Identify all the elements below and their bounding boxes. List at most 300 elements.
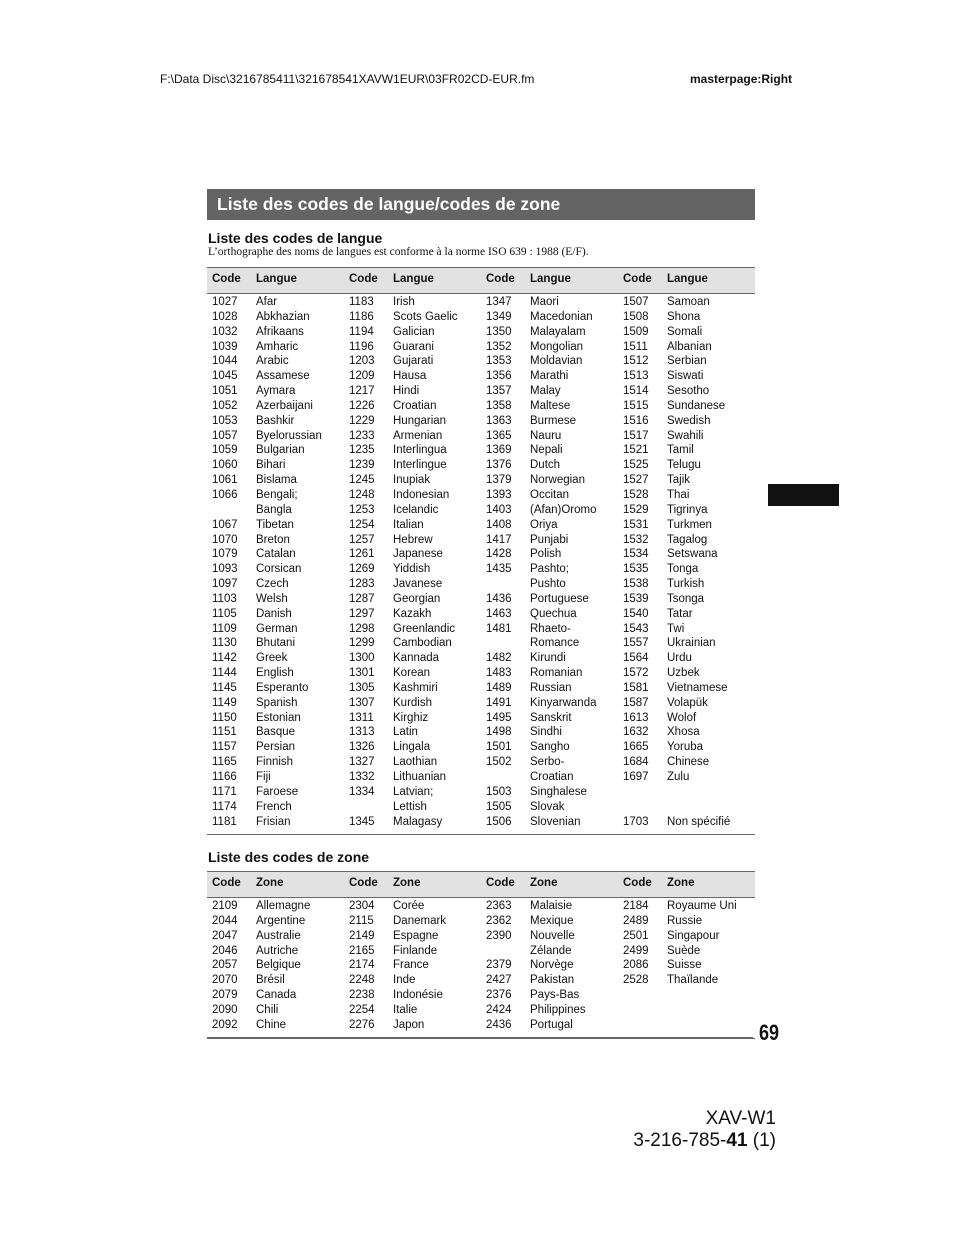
code-cell: 1045	[212, 370, 238, 383]
name-cell: Vietnamese	[667, 681, 728, 694]
name-cell: Mexique	[530, 914, 574, 927]
code-cell: 2499	[623, 944, 649, 957]
code-cell: 1109	[212, 622, 237, 635]
code-cell: 1463	[486, 607, 512, 620]
name-cell: Lettish	[393, 800, 427, 813]
code-cell: 1665	[623, 741, 649, 754]
code-cell: 1613	[623, 711, 649, 724]
name-cell: Swahili	[667, 429, 704, 442]
name-cell: Slovenian	[530, 815, 581, 828]
code-cell: 1379	[486, 474, 512, 487]
code-cell: 2363	[486, 900, 512, 912]
name-cell: Frisian	[256, 815, 291, 828]
name-cell: Persian	[256, 741, 295, 754]
column-header-code: Code	[623, 877, 652, 889]
code-cell: 1345	[349, 815, 375, 828]
name-cell: Singhalese	[530, 785, 587, 798]
name-cell: Afrikaans	[256, 325, 304, 338]
code-cell: 2427	[486, 974, 512, 987]
name-cell: Kazakh	[393, 607, 432, 620]
name-cell: Serbian	[667, 355, 707, 368]
language-codes-table	[207, 267, 755, 835]
table-row	[207, 430, 755, 445]
code-cell: 1347	[486, 296, 512, 308]
code-cell: 1194	[349, 325, 374, 338]
name-cell: Croatian	[530, 771, 574, 783]
code-cell: 1350	[486, 325, 512, 338]
code-cell: 2424	[486, 1003, 512, 1016]
code-cell: 1393	[486, 488, 512, 501]
code-cell: 1300	[349, 652, 375, 665]
name-cell: Turkish	[667, 578, 705, 591]
name-cell: Byelorussian	[256, 429, 322, 442]
zone-codes-heading: Liste des codes de zone	[208, 849, 370, 865]
code-cell: 1540	[623, 607, 649, 620]
name-cell: Turkmen	[667, 518, 712, 531]
code-cell: 1521	[623, 444, 649, 457]
name-cell: Marathi	[530, 370, 569, 383]
name-cell: Siswati	[667, 370, 704, 383]
name-cell: Catalan	[256, 548, 296, 561]
name-cell: Oriya	[530, 518, 558, 531]
column-header-language: Langue	[256, 273, 297, 285]
name-cell: Greek	[256, 652, 288, 665]
name-cell: Twi	[667, 622, 685, 635]
code-cell: 1495	[486, 711, 512, 724]
code-cell: 1151	[212, 726, 237, 739]
name-cell: Pays-Bas	[530, 989, 580, 1002]
page-number: 69	[759, 1020, 780, 1045]
name-cell: Hausa	[393, 370, 427, 383]
name-cell: Macedonian	[530, 310, 593, 323]
code-cell: 1417	[486, 533, 512, 546]
table-row	[207, 474, 755, 489]
table-header	[207, 872, 755, 898]
name-cell: Zulu	[667, 771, 690, 783]
code-cell: 1313	[349, 726, 375, 739]
code-cell: 1703	[623, 815, 649, 828]
language-codes-heading: Liste des codes de langue	[208, 230, 383, 246]
name-cell: Moldavian	[530, 355, 583, 368]
code-cell: 1044	[212, 355, 238, 368]
name-cell: Bislama	[256, 474, 297, 487]
name-cell: Arabic	[256, 355, 289, 368]
table-row	[207, 667, 755, 682]
table-row	[207, 930, 755, 945]
table-row	[207, 959, 755, 974]
code-cell: 1376	[486, 459, 512, 472]
name-cell: Finnish	[256, 756, 294, 769]
name-cell: Danish	[256, 607, 292, 620]
code-cell: 2254	[349, 1003, 375, 1016]
table-row	[207, 816, 755, 831]
code-cell: 1587	[623, 696, 649, 709]
code-cell: 2165	[349, 944, 375, 957]
code-cell: 1512	[623, 355, 649, 368]
name-cell: English	[256, 667, 294, 680]
code-cell: 1534	[623, 548, 649, 561]
name-cell: Slovak	[530, 800, 565, 813]
code-cell: 1508	[623, 310, 649, 323]
name-cell: Romance	[530, 637, 580, 650]
column-header-code: Code	[486, 877, 515, 889]
name-cell: Indonesian	[393, 488, 450, 501]
code-cell: 1365	[486, 429, 512, 442]
name-cell: Albanian	[667, 340, 712, 353]
name-cell: Kannada	[393, 652, 440, 665]
code-cell: 1483	[486, 667, 512, 680]
code-cell: 2362	[486, 914, 512, 927]
language-rows	[207, 296, 755, 830]
code-cell: 2149	[349, 929, 375, 942]
code-cell: 1517	[623, 429, 649, 442]
name-cell: Tsonga	[667, 592, 705, 605]
code-cell: 1181	[212, 815, 237, 828]
table-row	[207, 489, 755, 504]
name-cell: Lithuanian	[393, 771, 447, 783]
table-row	[207, 786, 755, 801]
code-cell: 1174	[212, 800, 237, 813]
table-row	[207, 548, 755, 563]
code-cell: 1532	[623, 533, 649, 546]
code-cell: 2276	[349, 1018, 375, 1031]
code-cell: 1051	[212, 385, 238, 398]
name-cell: Nepali	[530, 444, 563, 457]
table-row	[207, 608, 755, 623]
table-row	[207, 563, 755, 578]
name-cell: Hindi	[393, 385, 420, 398]
name-cell: Malay	[530, 385, 561, 398]
table-row	[207, 726, 755, 741]
code-cell: 1535	[623, 563, 649, 576]
name-cell: Canada	[256, 989, 297, 1002]
table-row	[207, 682, 755, 697]
code-cell: 2079	[212, 989, 238, 1002]
name-cell: Tibetan	[256, 518, 294, 531]
name-cell: Pashto;	[530, 563, 569, 576]
name-cell: Indonésie	[393, 989, 443, 1002]
code-cell: 1525	[623, 459, 649, 472]
table-row	[207, 945, 755, 960]
code-cell: 2489	[623, 914, 649, 927]
code-cell: 1503	[486, 785, 512, 798]
code-cell: 1509	[623, 325, 649, 338]
column-header-zone: Zone	[256, 877, 284, 889]
code-cell: 1506	[486, 815, 512, 828]
code-cell: 1529	[623, 503, 649, 516]
name-cell: Ukrainian	[667, 637, 716, 650]
name-cell: Bengali;	[256, 488, 298, 501]
table-row	[207, 311, 755, 326]
name-cell: Danemark	[393, 914, 447, 927]
name-cell: Russian	[530, 681, 572, 694]
code-cell: 1235	[349, 444, 375, 457]
name-cell: (Afan)Oromo	[530, 503, 597, 516]
name-cell: Lingala	[393, 741, 431, 754]
code-cell: 1079	[212, 548, 238, 561]
name-cell: Yoruba	[667, 741, 704, 754]
code-cell: 1301	[349, 667, 375, 680]
code-cell: 2044	[212, 914, 238, 927]
name-cell: Icelandic	[393, 503, 439, 516]
table-row	[207, 385, 755, 400]
code-cell: 2090	[212, 1003, 238, 1016]
name-cell: Sanskrit	[530, 711, 572, 724]
name-cell: Laothian	[393, 756, 438, 769]
name-cell: Burmese	[530, 414, 577, 427]
name-cell: Zélande	[530, 944, 572, 957]
code-cell: 1528	[623, 488, 649, 501]
code-cell: 1349	[486, 310, 512, 323]
name-cell: Kinyarwanda	[530, 696, 597, 709]
name-cell: Uzbek	[667, 667, 700, 680]
table-row	[207, 355, 755, 370]
code-cell: 1066	[212, 488, 238, 501]
table-header	[207, 268, 755, 294]
code-cell: 1028	[212, 310, 238, 323]
code-cell: 1239	[349, 459, 375, 472]
code-cell: 1515	[623, 399, 649, 412]
name-cell: Japon	[393, 1018, 425, 1031]
name-cell: Latin	[393, 726, 418, 739]
name-cell: Guarani	[393, 340, 434, 353]
code-cell: 1254	[349, 518, 375, 531]
name-cell: Dutch	[530, 459, 561, 472]
name-cell: Occitan	[530, 488, 569, 501]
code-cell: 1165	[212, 756, 237, 769]
code-cell: 1539	[623, 592, 649, 605]
name-cell: Setswana	[667, 548, 718, 561]
code-cell: 2379	[486, 959, 512, 972]
table-row	[207, 415, 755, 430]
column-header-code: Code	[486, 273, 515, 285]
name-cell: Finlande	[393, 944, 438, 957]
name-cell: Philippines	[530, 1003, 586, 1016]
column-header-code: Code	[623, 273, 652, 285]
code-cell: 2092	[212, 1018, 238, 1031]
name-cell: Pushto	[530, 578, 566, 591]
name-cell: Corsican	[256, 563, 302, 576]
column-header-language: Langue	[667, 273, 708, 285]
code-cell: 1144	[212, 667, 237, 680]
code-cell: 2086	[623, 959, 649, 972]
name-cell: Kurdish	[393, 696, 432, 709]
code-cell: 1572	[623, 667, 649, 680]
code-cell: 2047	[212, 929, 238, 942]
code-cell: 1130	[212, 637, 237, 650]
code-cell: 1157	[212, 741, 237, 754]
name-cell: Yiddish	[393, 563, 431, 576]
code-cell: 1186	[349, 310, 374, 323]
name-cell: Urdu	[667, 652, 692, 665]
name-cell: Bashkir	[256, 414, 295, 427]
code-cell: 1482	[486, 652, 512, 665]
name-cell: Galician	[393, 325, 435, 338]
name-cell: Tatar	[667, 607, 693, 620]
name-cell: Somali	[667, 325, 703, 338]
name-cell: Javanese	[393, 578, 443, 591]
code-cell: 1581	[623, 681, 649, 694]
code-cell: 1489	[486, 681, 512, 694]
table-row	[207, 801, 755, 816]
table-row	[207, 756, 755, 771]
code-cell: 1507	[623, 296, 649, 308]
table-row	[207, 623, 755, 638]
name-cell: Afar	[256, 296, 278, 308]
name-cell: Bihari	[256, 459, 286, 472]
name-cell: Kirghiz	[393, 711, 429, 724]
code-cell: 1684	[623, 756, 649, 769]
name-cell: Brésil	[256, 974, 285, 987]
code-cell: 2057	[212, 959, 238, 972]
name-cell: Interlingue	[393, 459, 447, 472]
name-cell: Inupiak	[393, 474, 431, 487]
table-row	[207, 296, 755, 311]
code-cell: 1498	[486, 726, 512, 739]
table-row	[207, 504, 755, 519]
code-cell: 1428	[486, 548, 512, 561]
code-cell: 1287	[349, 592, 375, 605]
name-cell: Inde	[393, 974, 416, 987]
part-number-bold: 41	[726, 1130, 748, 1151]
name-cell: Belgique	[256, 959, 301, 972]
table-row	[207, 652, 755, 667]
code-cell: 1233	[349, 429, 375, 442]
name-cell: Argentine	[256, 914, 306, 927]
code-cell: 1209	[349, 370, 375, 383]
name-cell: Portugal	[530, 1018, 573, 1031]
code-cell: 1057	[212, 429, 238, 442]
name-cell: Rhaeto-	[530, 622, 571, 635]
name-cell: Croatian	[393, 399, 437, 412]
table-row	[207, 1004, 755, 1019]
code-cell: 1543	[623, 622, 649, 635]
code-cell: 1183	[349, 296, 374, 308]
table-row	[207, 326, 755, 341]
code-cell: 2238	[349, 989, 375, 1002]
table-row	[207, 915, 755, 930]
table-row	[207, 370, 755, 385]
code-cell: 1261	[349, 548, 375, 561]
code-cell: 1150	[212, 711, 237, 724]
name-cell: Assamese	[256, 370, 310, 383]
name-cell: Telugu	[667, 459, 701, 472]
name-cell: Sangho	[530, 741, 570, 754]
code-cell: 1697	[623, 771, 649, 783]
name-cell: Hebrew	[393, 533, 433, 546]
code-cell: 1027	[212, 296, 238, 308]
table-row	[207, 697, 755, 712]
code-cell: 2046	[212, 944, 238, 957]
name-cell: Malaisie	[530, 900, 573, 912]
code-cell: 1093	[212, 563, 238, 576]
code-cell: 1363	[486, 414, 512, 427]
name-cell: Tamil	[667, 444, 694, 457]
name-cell: Maltese	[530, 399, 571, 412]
name-cell: Spanish	[256, 696, 298, 709]
name-cell: Georgian	[393, 592, 441, 605]
zone-rows	[207, 900, 755, 1034]
name-cell: Japanese	[393, 548, 443, 561]
iso-note: L’orthographe des noms de langues est conforme à la norme ISO 639 : 1988 (E/F).	[208, 246, 589, 258]
code-cell: 2184	[623, 900, 649, 912]
code-cell: 1105	[212, 607, 237, 620]
name-cell: Nouvelle	[530, 929, 575, 942]
code-cell: 1245	[349, 474, 375, 487]
name-cell: Romanian	[530, 667, 583, 680]
code-cell: 1248	[349, 488, 375, 501]
name-cell: Abkhazian	[256, 310, 310, 323]
file-path: F:\Data Disc\3216785411\321678541XAVW1EUR\03FR02CD-EUR.fm	[160, 72, 535, 86]
name-cell: Hungarian	[393, 414, 447, 427]
name-cell: Armenian	[393, 429, 443, 442]
name-cell: Kirundi	[530, 652, 566, 665]
name-cell: Sindhi	[530, 726, 562, 739]
name-cell: Portuguese	[530, 592, 589, 605]
code-cell: 2109	[212, 900, 238, 912]
code-cell: 1358	[486, 399, 512, 412]
column-header-language: Langue	[530, 273, 571, 285]
code-cell: 1516	[623, 414, 649, 427]
code-cell: 1357	[486, 385, 512, 398]
code-cell: 1513	[623, 370, 649, 383]
code-cell: 1297	[349, 607, 375, 620]
table-row	[207, 519, 755, 534]
section-tab-marker	[768, 484, 839, 506]
name-cell: Samoan	[667, 296, 710, 308]
table-row	[207, 593, 755, 608]
code-cell: 1032	[212, 325, 238, 338]
name-cell: Corée	[393, 900, 425, 912]
code-cell: 1514	[623, 385, 649, 398]
name-cell: Interlingua	[393, 444, 447, 457]
name-cell: Italian	[393, 518, 424, 531]
code-cell: 1067	[212, 518, 238, 531]
table-row	[207, 741, 755, 756]
column-header-language: Langue	[393, 273, 434, 285]
name-cell: German	[256, 622, 298, 635]
code-cell: 2528	[623, 974, 649, 987]
code-cell: 1269	[349, 563, 375, 576]
name-cell: Espagne	[393, 929, 439, 942]
code-cell: 2501	[623, 929, 649, 942]
name-cell: Norvège	[530, 959, 574, 972]
code-cell: 1226	[349, 399, 375, 412]
code-cell: 1353	[486, 355, 512, 368]
code-cell: 1632	[623, 726, 649, 739]
name-cell: Amharic	[256, 340, 299, 353]
name-cell: Thaïlande	[667, 974, 719, 987]
name-cell: Aymara	[256, 385, 296, 398]
code-cell: 1326	[349, 741, 375, 754]
name-cell: Swedish	[667, 414, 711, 427]
name-cell: Nauru	[530, 429, 562, 442]
code-cell: 2070	[212, 974, 238, 987]
section-banner	[207, 189, 755, 220]
code-cell: 1257	[349, 533, 375, 546]
code-cell: 1196	[349, 340, 374, 353]
code-cell: 1283	[349, 578, 375, 591]
code-cell: 1352	[486, 340, 512, 353]
code-cell: 1039	[212, 340, 238, 353]
code-cell: 2248	[349, 974, 375, 987]
code-cell: 1369	[486, 444, 512, 457]
code-cell: 1403	[486, 503, 512, 516]
name-cell: France	[393, 959, 429, 972]
name-cell: Italie	[393, 1003, 418, 1016]
table-row	[207, 459, 755, 474]
code-cell: 1505	[486, 800, 512, 813]
